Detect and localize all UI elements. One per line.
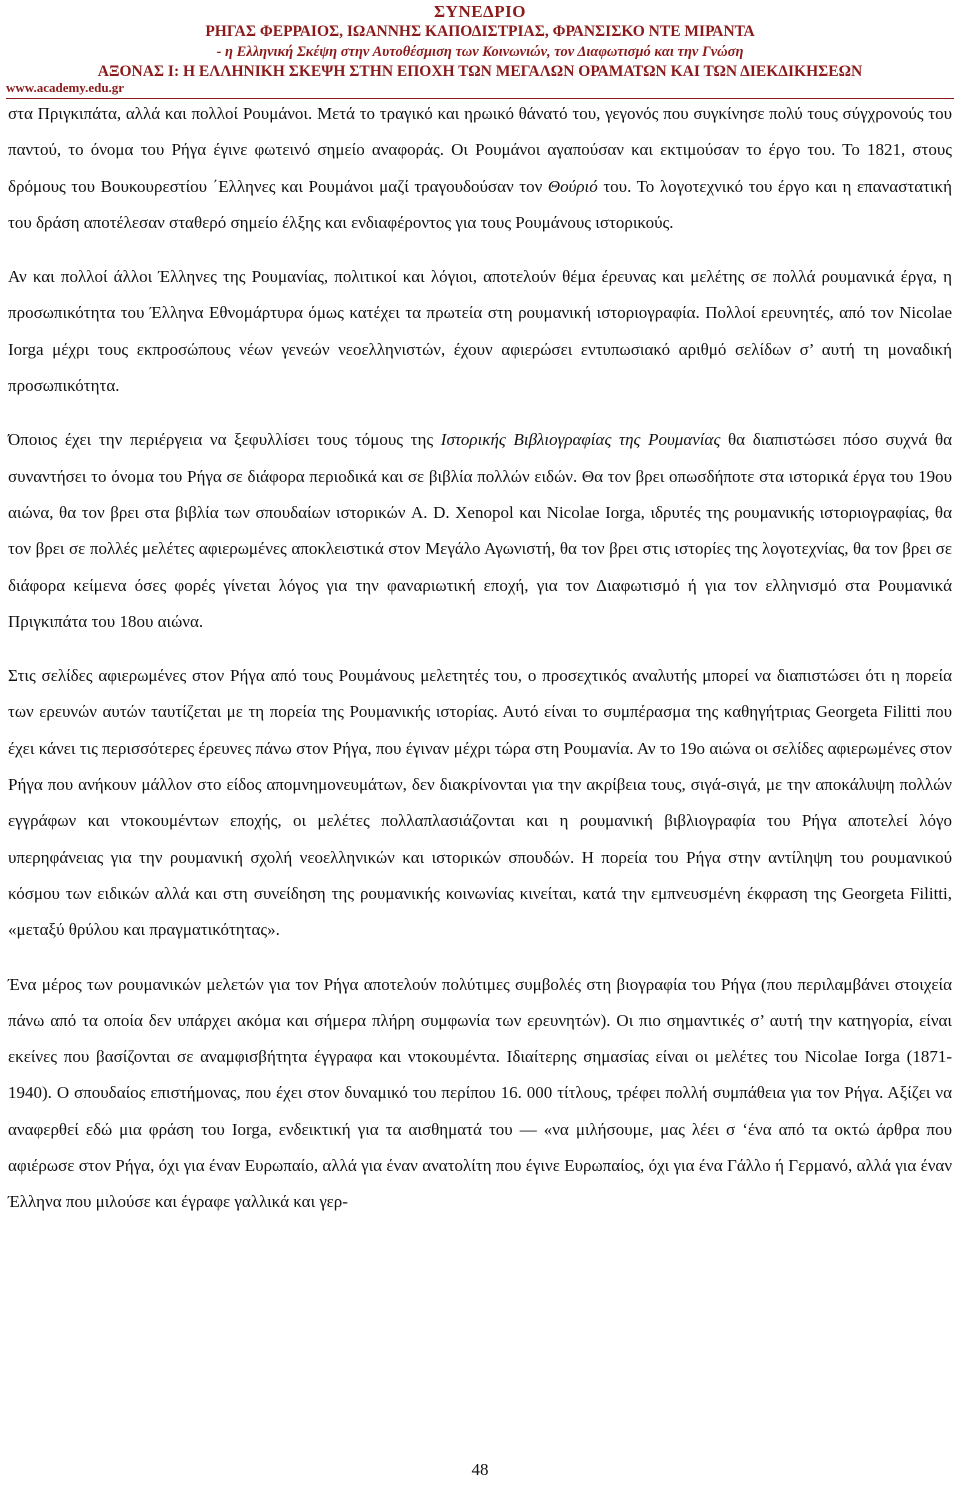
header-names: ΡΗΓΑΣ ΦΕΡΡΑΙΟΣ, ΙΩΑΝΝΗΣ ΚΑΠΟΔΙΣΤΡΙΑΣ, ΦΡΑΝΣΙΣΚΟ ΝΤΕ ΜΙΡΑΝΤΑ	[205, 23, 755, 40]
paragraph-1-text: στα Πριγκιπάτα, αλλά και πολλοί Ρουμάνοι. Μετά το τραγικό και ηρωικό θάνατό του, γεγονός που συγκίνησε πολύ τους σύγχρονούς του παντού, το όνομα του Ρήγα έγινε φωτεινό σημείο αναφοράς. Οι Ρουμάνοι αγαπούσαν και εκτιμούσαν το έργο του. Το 1821, στους δρόμους του Βουκουρεστίου ΄Ελληνες και Ρουμάνοι μαζί τραγουδούσαν τον	[8, 104, 952, 196]
paragraph-3-text: Όποιος έχει την περιέργεια να ξεφυλλίσει τους τόμους της	[8, 430, 441, 450]
paragraph-3	[8, 422, 952, 640]
paragraph-2: Αν και πολλοί άλλοι Έλληνες της Ρουμανίας, πολιτικοί και λόγιοι, αποτελούν θέμα έρευνας και μελέτης σε πολλά ρουμανικά έργα, η προσωπικότητα του Έλληνα Εθνομάρτυρα όμως κατέχει τα πρωτεία στη ρουμανική ιστοριογραφία. Πολλοί ερευνητές, από τον Nicolae Iorga μέχρι τους εκπροσώπους νέων γενεών νεοελληνιστών, έχουν αφιερώσει εντυπωσιακό αριθμό σελίδων σ’ αυτή τη μοναδική προσωπικότητα.	[8, 267, 952, 396]
paragraph-3-end: θα διαπιστώσει πόσο συχνά θα συναντήσει το όνομα του Ρήγα σε διάφορα περιοδικά και σε βιβλία πολλών ειδών. Θα τον βρει οπωσδήποτε στα ιστορικά έργα του 19ου αιώνα, θα τον βρει στα βιβλία των σπουδαίων ιστορικών A. D. Xenopol και Nicolae Iorga, ιδρυτές της ρουμανικής ιστοριογραφίας, θα τον βρει σε πολλές μελέτες αφιερωμένες αποκλειστικά στον Μεγάλο Αγωνιστή, θα τον βρει στις ιστορίες της λογοτεχνίας, θα τον βρει σε διάφορα κείμενα όσες φορές γίνεται λόγος για την φαναριωτική εποχή, για τον Διαφωτισμό ή για τον ελληνισμό στα Ρουμανικά Πριγκιπάτα του 18ου αιώνα.	[8, 430, 953, 631]
header-subtitle: - η Ελληνική Σκέψη στην Αυτοθέσμιση των Κοινωνιών, τον Διαφωτισμό και την Γνώση	[216, 44, 744, 60]
paragraph-5: Ένα μέρος των ρουμανικών μελετών για τον Ρήγα αποτελούν πολύτιμες συμβολές στη βιογραφία του Ρήγα (που περιλαμβάνει στοιχεία πάνω από τα οποία δεν υπάρχει ακόμα και σήμερα πλήρη συμφωνία των ερευνητών). Οι πιο σημαντικές σ’ αυτή την κατηγορία, είναι εκείνες που βασίζονται σε αναμφισβήτητα έγγραφα και ντοκουμέντα. Ιδιαίτερης σημασίας είναι οι μελέτες του Nicolae Iorga (1871-1940). Ο σπουδαίος επιστήμονας, που έχει στον δυναμικό του περίπου 16. 000 τίτλους, τρέφει πολλή συμπάθεια για τον Ρήγα. Αξίζει να αναφερθεί εδώ μια φράση του Iorga, ενδεικτική για τα αισθηματά του — «να μιλήσουμε, μας λέει σ ‘ένα από τα οκτώ άρθρα που αφιέρωσε στον Ρήγα, όχι για έναν Ευρωπαίο, αλλά για έναν ανατολίτη που έγινε Ευρωπαίος, όχι για ένα Γάλλο ή Γερμανό, αλλά για έναν Έλληνα που μιλούσε και έγραφε γαλλικά και γερ-	[8, 974, 952, 1212]
paragraph-1-end: του. Το λογοτεχνικό του έργο και η επαναστατική του δράση αποτέλεσαν σταθερό σημείο έλξης και ενδιαφέροντος για τους Ρουμάνους ιστορικούς.	[8, 176, 952, 232]
paragraph-3-italic: Ιστορικής Βιβλιογραφίας της Ρουμανίας	[440, 430, 721, 450]
page-number: 48	[471, 1460, 489, 1479]
page-header	[0, 2, 960, 82]
header-url[interactable]: www.academy.edu.gr	[6, 80, 125, 95]
document-body	[8, 96, 952, 1221]
paragraph-1-italic: Θούριό	[547, 176, 598, 196]
paragraph-1	[8, 96, 952, 241]
header-conference-title: ΣΥΝΕΔΡΙΟ	[434, 2, 526, 21]
header-axis: ΑΞΟΝΑΣ Ι: Η ΕΛΛΗΝΙΚΗ ΣΚΕΨΗ ΣΤΗΝ ΕΠΟΧΗ ΤΩΝ ΜΕΓΑΛΩΝ ΟΡΑΜΑΤΩΝ ΚΑΙ ΤΩΝ ΔΙΕΚΔΙΚΗΣΕΩΝ	[97, 63, 863, 80]
paragraph-4: Στις σελίδες αφιερωμένες στον Ρήγα από τους Ρουμάνους μελετητές του, ο προσεχτικός αναλυτής μπορεί να διαπιστώσει ότι η πορεία των ερευνών αυτών ταυτίζεται με τη πορεία της Ρουμανικής ιστορίας. Αυτό είναι το συμπέρασμα της καθηγήτριας Georgeta Filitti που έχει κάνει τις περισσότερες έρευνες πάνω στον Ρήγα, που έγιναν μέχρι τώρα στη Ρουμανία. Αν το 19ο αιώνα οι σελίδες αφιερωμένες στον Ρήγα που ανήκουν μάλλον στο είδος απομνημονευμάτων, δεν διακρίνονται για την ακρίβεια τους, σιγά-σιγά, με την αποκάλυψη πολλών εγγράφων και ντοκουμέντων εποχής, οι μελέτες πολλαπλασιάζονται και η ρουμανική βιβλιογραφία του Ρήγα αποτελεί λόγο υπερηφάνειας για την ρουμανική σχολή νεοελληνικών και ιστορικών σπουδών. Η πορεία του Ρήγα στην αντίληψη του ρουμανικού κόσμου των ειδικών αλλά και στη συνείδηση της ρουμανικής κοινωνίας κινείται, κατά την εμπνευσμένη έκφραση της Georgeta Filitti, «μεταξύ θρύλου και πραγματικότητας».	[8, 666, 952, 940]
